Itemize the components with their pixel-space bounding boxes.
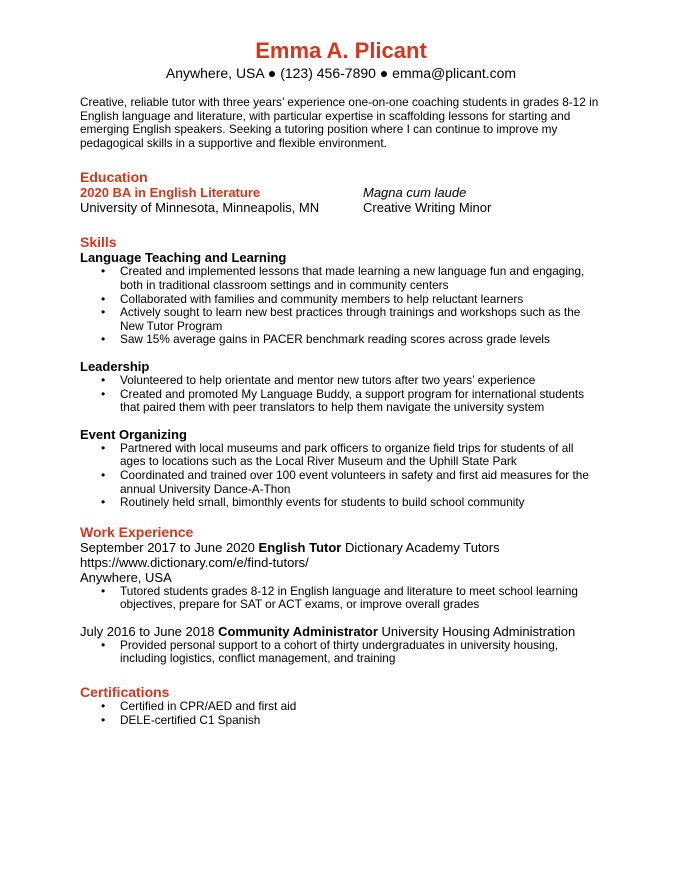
job-title: Community Administrator	[218, 623, 378, 639]
work-heading: Work Experience	[80, 523, 194, 540]
school: University of Minnesota, Minneapolis, MN	[80, 200, 320, 216]
list-item: • Routinely held small, bimonthly events for students to build school community	[120, 496, 602, 510]
education-heading: Education	[80, 169, 148, 186]
list-item: • Created and promoted My Language Buddy, a support program for international students that paired them with peer translators to help them navigate the university system	[120, 388, 602, 415]
job-org: University Housing Administration	[381, 623, 576, 639]
list-item: • Partnered with local museums and park officers to organize field trips for students of all ages to locations such as the Local River Museum and the Uphill State Park	[120, 442, 602, 469]
list-item: • Saw 15% average gains in PACER benchmark reading scores across grade levels	[120, 333, 602, 347]
skill-group	[80, 250, 602, 347]
list-item: • Tutored students grades 8-12 in English language and literature to meet school learning objectives, prepare for SAT or ACT exams, or improve overall grades	[120, 585, 602, 612]
job-title: English Tutor	[258, 539, 342, 555]
list-item: • DELE-certified C1 Spanish	[120, 714, 602, 728]
education-entry	[80, 185, 602, 215]
skill-group	[80, 359, 602, 415]
job-dates: September 2017 to June 2020	[80, 539, 255, 555]
summary: Creative, reliable tutor with three years’ experience one-on-one coaching students in grades 8-12 in English language and literature, with particular expertise in scaffolding lessons for starting and emerging English speakers. Seeking a tutoring position where I can continue to improve my pedagogical skills in a supportive and flexible environment.	[80, 95, 599, 150]
job-header	[80, 624, 602, 639]
candidate-name: Emma A. Plicant	[255, 38, 427, 63]
minor: Creative Writing Minor	[363, 200, 492, 216]
contact-line: Anywhere, USA ● (123) 456-7890 ● emma@plicant.com	[165, 65, 517, 81]
skill-group-title: Event Organizing	[80, 426, 187, 442]
skill-group	[80, 427, 602, 510]
honors: Magna cum laude	[363, 185, 467, 201]
list-item: • Volunteered to help orientate and mentor new tutors after two years’ experience	[120, 374, 602, 388]
list-item: • Provided personal support to a cohort of thirty undergraduates in university housing, including logistics, conflict management, and training	[120, 639, 602, 666]
certifications-heading: Certifications	[80, 684, 170, 701]
list-item: • Actively sought to learn new best practices through trainings and workshops such as the New Tutor Program	[120, 306, 602, 333]
skills-section	[80, 234, 602, 509]
certifications-section	[80, 684, 602, 727]
job-org: Dictionary Academy Tutors	[344, 539, 500, 555]
skill-group-title: Leadership	[80, 358, 150, 374]
skill-group-title: Language Teaching and Learning	[80, 250, 287, 266]
job-entry	[80, 540, 602, 612]
education-section	[80, 169, 602, 215]
job-entry	[80, 624, 602, 666]
list-item: • Coordinated and trained over 100 event volunteers in safety and first aid measures for the annual University Dance-A-Thon	[120, 469, 602, 496]
job-dates: July 2016 to June 2018	[80, 623, 215, 639]
job-header	[80, 540, 602, 555]
skills-heading: Skills	[80, 234, 117, 251]
list-item: • Collaborated with families and community members to help reluctant learners	[120, 293, 602, 307]
job-url: https://www.dictionary.com/e/find-tutors/	[80, 554, 309, 570]
job-location: Anywhere, USA	[80, 569, 172, 585]
work-section	[80, 524, 602, 666]
list-item: • Created and implemented lessons that made learning a new language fun and engaging, both in traditional classroom settings and in community centers	[120, 265, 602, 292]
degree: 2020 BA in English Literature	[80, 185, 261, 201]
list-item: • Certified in CPR/AED and first aid	[120, 700, 602, 714]
